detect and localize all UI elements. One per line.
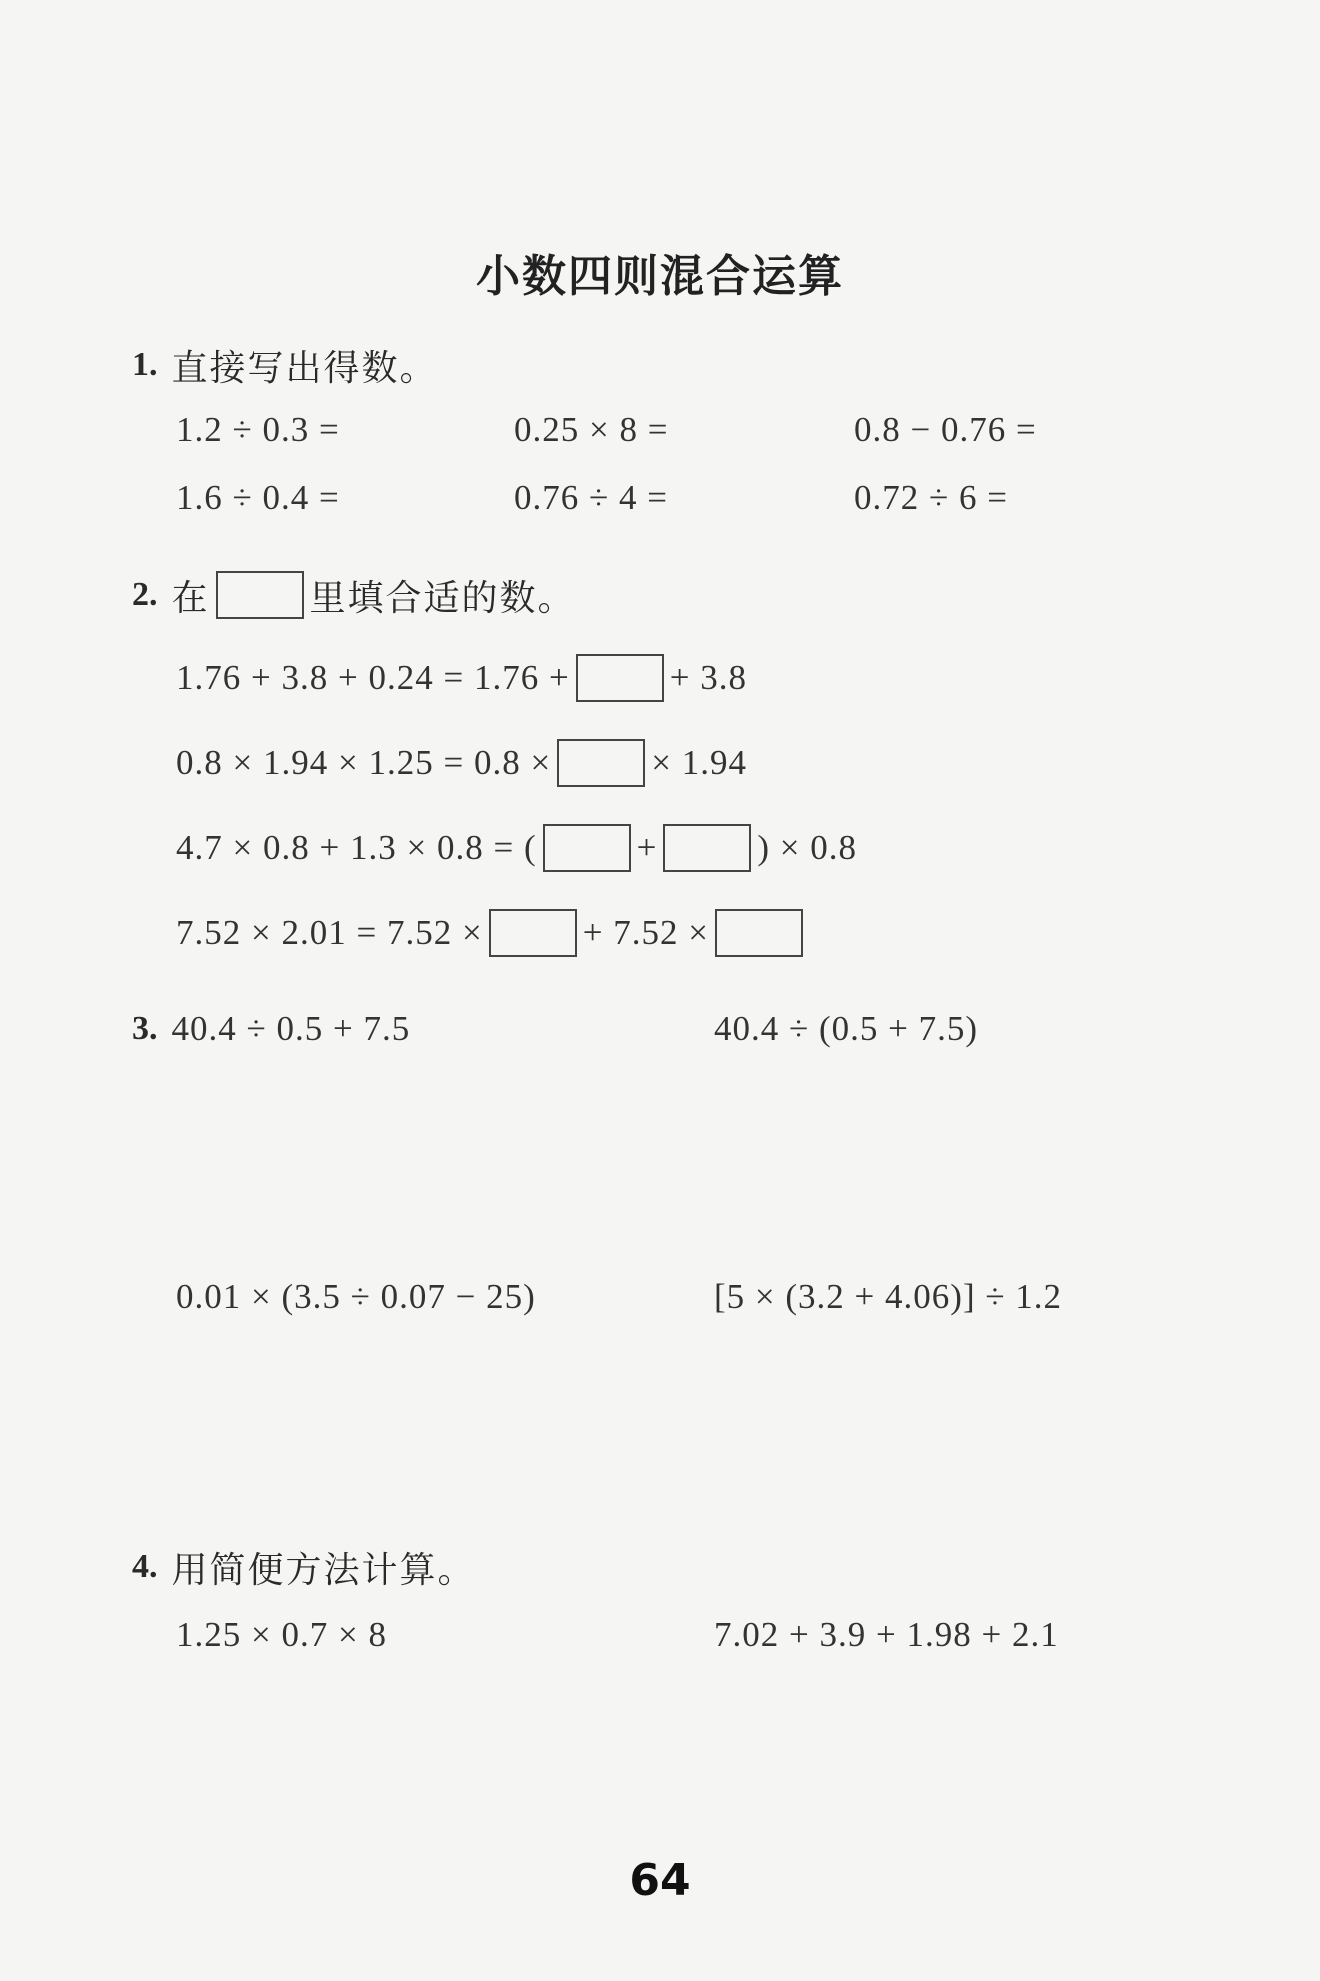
q2-line-2 (176, 738, 747, 788)
q3-expr-2: 40.4 ÷ (0.5 + 7.5) (714, 1009, 979, 1048)
q2-line-3-mid: + (636, 828, 658, 867)
q2-line-4-left: 7.52 × 2.01 = 7.52 × (176, 913, 483, 952)
q2-line-3-right: ) × 0.8 (757, 828, 858, 867)
q1-expr-1-2: 0.25 × 8 = (514, 410, 669, 449)
q2-header (132, 570, 576, 620)
q2-number: 2. (132, 576, 158, 613)
answer-box[interactable] (557, 739, 645, 787)
q2-line-1-left: 1.76 + 3.8 + 0.24 = 1.76 + (176, 658, 570, 697)
q4-expr-1: 1.25 × 0.7 × 8 (176, 1615, 387, 1654)
q3-number: 3. (132, 1010, 158, 1047)
q4-expr-2: 7.02 + 3.9 + 1.98 + 2.1 (714, 1615, 1059, 1654)
q1-expr-2-1: 1.6 ÷ 0.4 = (176, 478, 340, 517)
q4-prompt: 用简便方法计算。 (171, 1549, 476, 1591)
q2-prompt-before: 在 (171, 577, 210, 619)
answer-box[interactable] (489, 909, 577, 957)
page-title: 小数四则混合运算 (476, 251, 844, 302)
q2-line-3 (176, 823, 857, 873)
answer-box[interactable] (576, 654, 664, 702)
q3-expr-3: 0.01 × (3.5 ÷ 0.07 − 25) (176, 1277, 536, 1316)
q3-expr-1: 40.4 ÷ 0.5 + 7.5 (171, 1009, 411, 1048)
q1-expr-2-3: 0.72 ÷ 6 = (854, 478, 1008, 517)
q2-line-1-right: + 3.8 (669, 658, 747, 697)
q2-line-4-mid: + 7.52 × (582, 913, 709, 952)
q1-header (132, 340, 438, 390)
q1-expr-2-2: 0.76 ÷ 4 = (514, 478, 668, 517)
q1-expr-1-3: 0.8 − 0.76 = (854, 410, 1037, 449)
answer-box[interactable] (663, 824, 751, 872)
q2-line-3-left: 4.7 × 0.8 + 1.3 × 0.8 = ( (176, 828, 537, 867)
q2-line-2-right: × 1.94 (651, 743, 747, 782)
q4-number: 4. (132, 1548, 158, 1585)
q1-number: 1. (132, 346, 158, 383)
q1-prompt: 直接写出得数。 (171, 347, 438, 389)
q2-prompt-after: 里填合适的数。 (309, 577, 576, 619)
q2-line-4 (176, 908, 809, 958)
page-number: 64 (629, 1855, 691, 1906)
q2-line-1 (176, 653, 747, 703)
q2-line-2-left: 0.8 × 1.94 × 1.25 = 0.8 × (176, 743, 552, 782)
q3-row-1 (132, 1004, 410, 1054)
answer-box-example (216, 571, 304, 619)
q1-expr-1-1: 1.2 ÷ 0.3 = (176, 410, 340, 449)
answer-box[interactable] (715, 909, 803, 957)
q4-header (132, 1542, 476, 1592)
answer-box[interactable] (543, 824, 631, 872)
q3-expr-4: [5 × (3.2 + 4.06)] ÷ 1.2 (714, 1277, 1063, 1316)
